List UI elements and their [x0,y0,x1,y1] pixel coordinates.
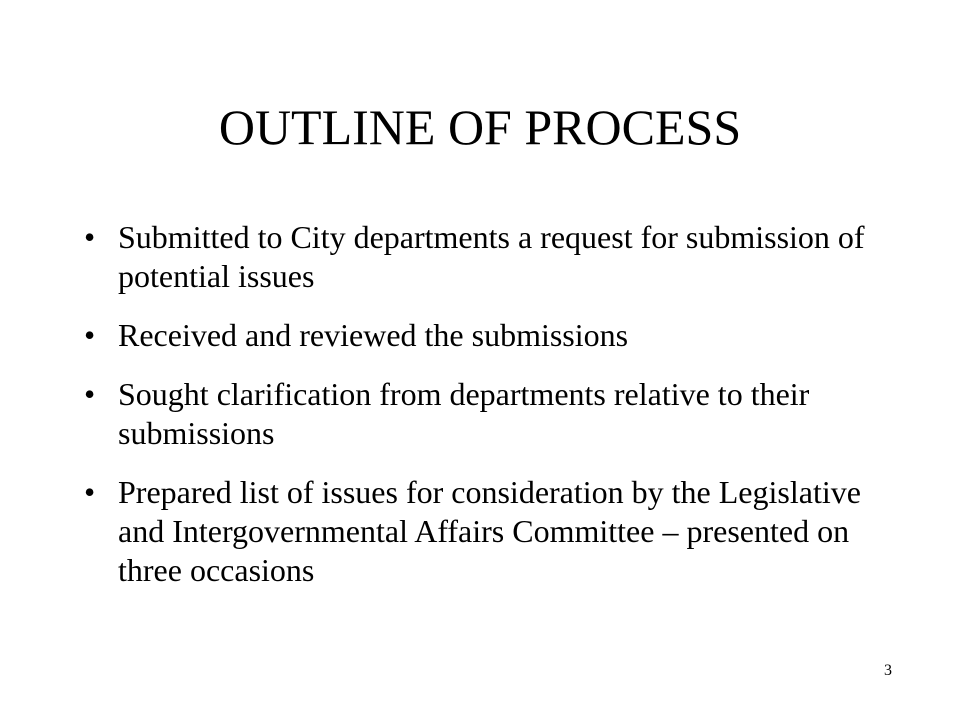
bullet-dot-icon: • [84,317,96,353]
bullet-text: Received and reviewed the submissions [118,317,629,353]
bullet-dot-icon: • [84,376,96,412]
bullet-text: Sought clarification from departments relative to their submissions [118,376,810,451]
bullet-text: Prepared list of issues for consideration by the Legislative and Intergovernmental Affairs Committee – presented on three occasions [118,474,861,588]
bullet-item [84,316,874,355]
bullet-dot-icon: • [84,474,96,510]
bullet-text: Submitted to City departments a request for submission of potential issues [118,219,865,294]
bullet-item [84,473,874,590]
page-number: 3 [884,662,892,679]
bullet-dot-icon: • [84,219,96,255]
slide-title: OUTLINE OF PROCESS [218,99,742,155]
bullet-list [84,218,874,610]
bullet-item [84,218,874,296]
bullet-item [84,375,874,453]
